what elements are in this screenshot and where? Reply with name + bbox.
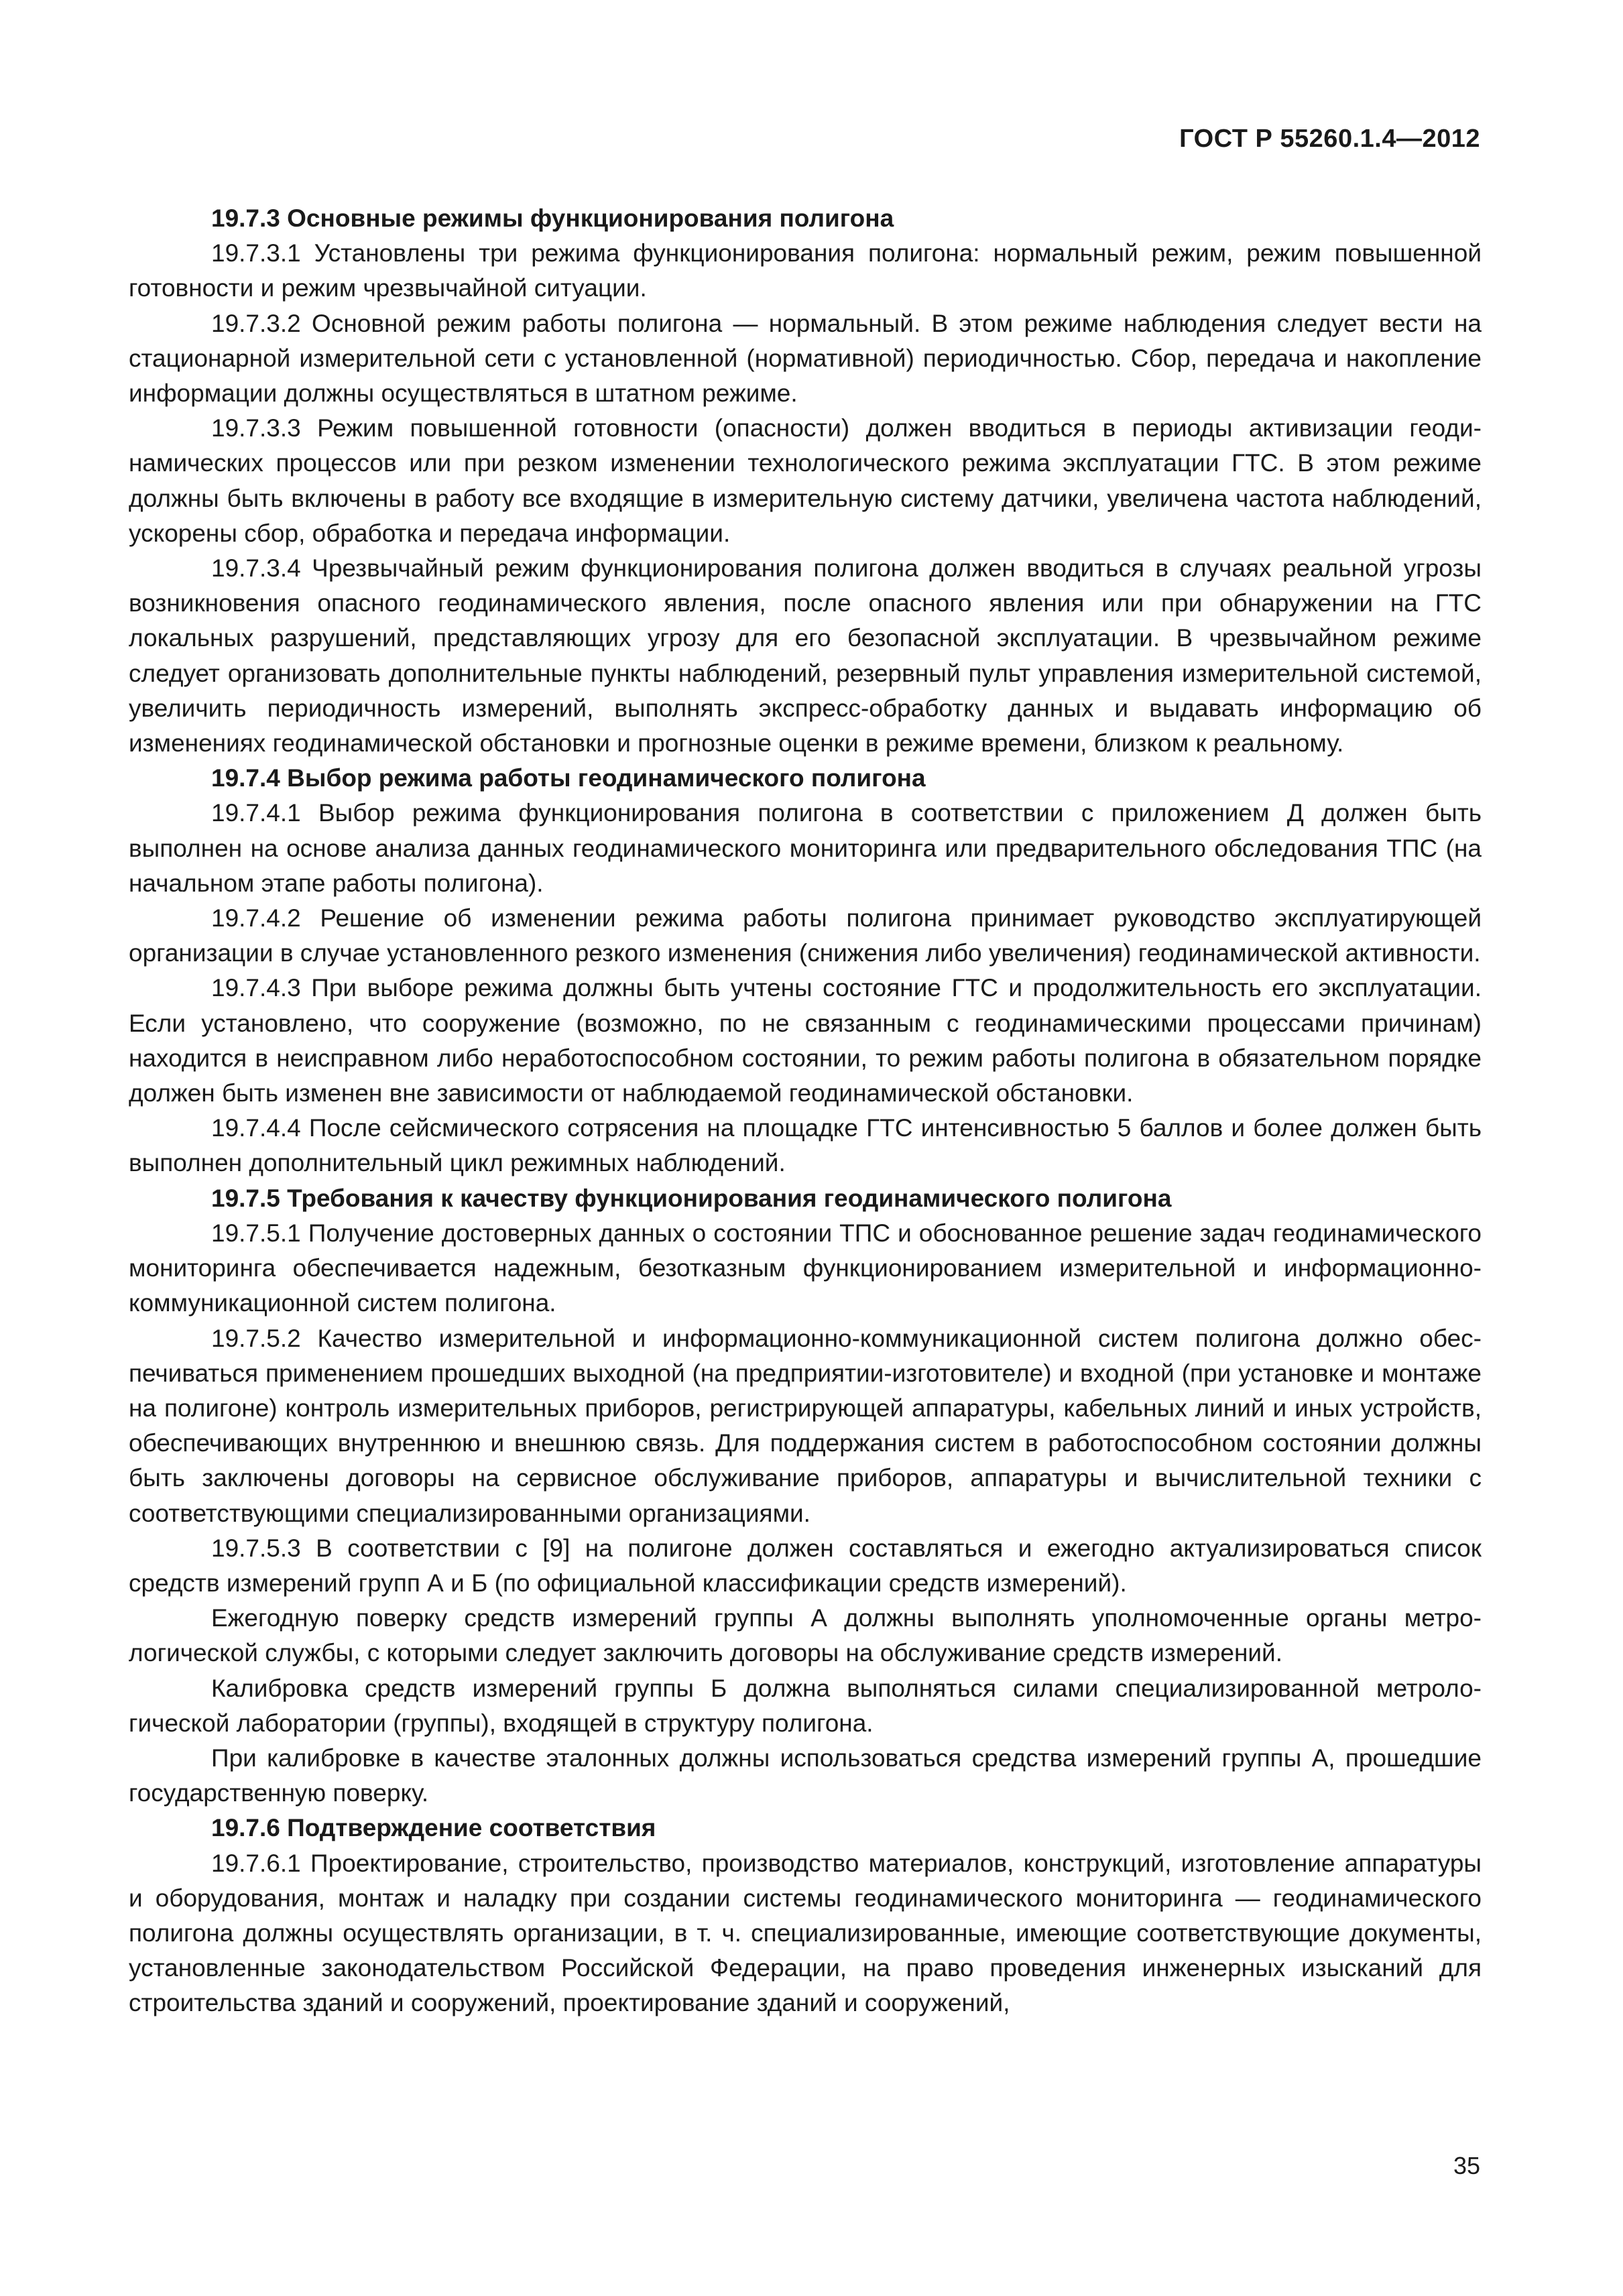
paragraph: 19.7.4.2 Решение об изменении режима работы полигона принимает руководство эксплуатирующей организации в случае установленного резкого изменения (снижения либо увеличения) геодинамической активности. — [129, 904, 1482, 967]
paragraph: Ежегодную поверку средств измерений группы А должны выполнять уполномоченные органы метрологической службы, с которыми следует заключить договоры на обслуживание средств измерений. — [129, 1604, 1482, 1667]
section-heading: 19.7.5 Требования к качеству функционирования геодинамического полигона — [211, 1184, 1172, 1212]
paragraph: 19.7.5.2 Качество измерительной и информационно-коммуникационной систем полигона должно обеспечиваться применением прошедших выходной (на предприятии-изготовителе) и входной (при установке и монтаже на полигоне) контроль измерительных приборов, регистрирующей аппаратуры, кабельных линий и иных устройств, обеспечивающих внутреннюю и внешнюю связь. Для поддержания систем в работоспособном состоянии должны быть заключены договоры на сервисное обслуживание приборов, аппаратуры и вычислительной техники с соответствующими специализированными организациями. — [129, 1324, 1482, 1527]
paragraph: Калибровка средств измерений группы Б должна выполняться силами специализированной метрологической лаборатории (группы), входящей в структуру полигона. — [129, 1674, 1482, 1737]
section-heading: 19.7.6 Подтверждение соответствия — [211, 1814, 656, 1842]
paragraph: 19.7.4.3 При выборе режима должны быть учтены состояние ГТС и продолжительность его эксплуатации. Если установлено, что сооружение (возможно, по не связанным с геодинамическими процессами причинам) находится в неисправном либо неработоспособном состоянии, то режим работы полигона в обязательном порядке должен быть изменен вне зависимости от наблюдаемой геодинамической обстановки. — [129, 974, 1482, 1107]
section-heading: 19.7.3 Основные режимы функционирования полигона — [211, 204, 894, 232]
section-heading: 19.7.4 Выбор режима работы геодинамического полигона — [211, 764, 926, 792]
document-body — [129, 201, 1482, 2021]
paragraph: 19.7.4.4 После сейсмического сотрясения на площадке ГТС интенсивностью 5 баллов и более должен быть выполнен дополнительный цикл режимных наблюдений. — [129, 1114, 1482, 1177]
paragraph: 19.7.3.2 Основной режим работы полигона — нормальный. В этом режиме наблюдения следует вести на стационарной измерительной сети с установленной (нормативной) периодичностью. Сбор, передача и накопление информации должны осуществляться в штатном режиме. — [129, 309, 1482, 408]
document-header: ГОСТ Р 55260.1.4—2012 — [1179, 125, 1480, 153]
paragraph: При калибровке в качестве эталонных должны использоваться средства измерений группы А, прошедшие государственную поверку. — [129, 1744, 1482, 1807]
page-number: 35 — [1453, 2152, 1480, 2179]
paragraph: 19.7.3.4 Чрезвычайный режим функционирования полигона должен вводиться в случаях реальной угрозы возникновения опасного геодинамического явления, после опасного явления или при обнаружении на ГТС локальных разрушений, представляющих угрозу для его безопасной эксплуатации. В чрезвычайном режиме следует организовать дополнительные пункты наблюдений, резервный пульт управления измерительной системой, увеличить периодичность измерений, выполнять экспресс-обработку данных и выдавать информацию об изменениях геодинамической обстановки и прогнозные оценки в режиме времени, близком к реальному. — [129, 554, 1482, 758]
paragraph: 19.7.4.1 Выбор режима функционирования полигона в соответствии с приложением Д должен быть выполнен на основе анализа данных геодинамического мониторинга или предварительного обследования ТПС (на начальном этапе работы полигона). — [129, 799, 1482, 897]
paragraph: 19.7.3.1 Установлены три режима функционирования полигона: нормальный режим, режим повышенной готовности и режим чрезвычайной ситуации. — [129, 239, 1482, 302]
paragraph: 19.7.6.1 Проектирование, строительство, производство материалов, конструкций, изготовление аппаратуры и оборудования, монтаж и наладку при создании системы геодинамического мониторинга — геодинамического полигона должны осуществлять организации, в т. ч. специализированные, имеющие соответствующие документы, установленные законодательством Российской Федерации, на право проведения инженерных изысканий для строительства зданий и сооружений, проектирование зданий и сооружений, — [129, 1849, 1482, 2017]
paragraph: 19.7.3.3 Режим повышенной готовности (опасности) должен вводиться в периоды активизации геодинамических процессов или при резком изменении технологического режима эксплуатации ГТС. В этом режиме должны быть включены в работу все входящие в измерительную систему датчики, увеличена частота наблюдений, ускорены сбор, обработка и передача информации. — [129, 414, 1482, 547]
paragraph: 19.7.5.3 В соответствии с [9] на полигоне должен составляться и ежегодно актуализироваться список средств измерений групп А и Б (по официальной классификации средств измерений). — [129, 1534, 1482, 1597]
paragraph: 19.7.5.1 Получение достоверных данных о состоянии ТПС и обоснованное решение задач геодинамического мониторинга обеспечивается надежным, безотказным функционированием измерительной и информационно-коммуникационной систем полигона. — [129, 1219, 1482, 1317]
